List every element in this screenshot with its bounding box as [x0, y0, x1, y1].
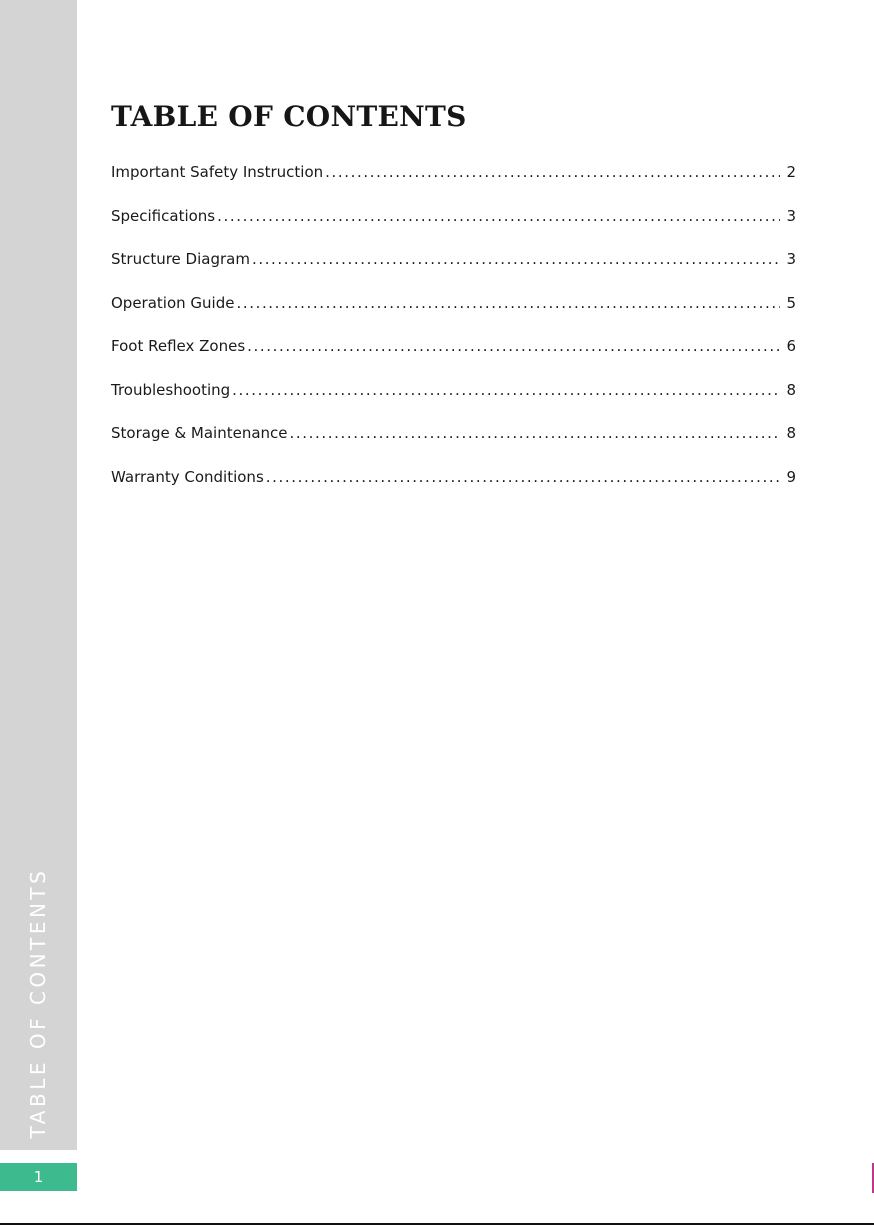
toc-entry-label: Foot Reflex Zones — [111, 337, 246, 355]
toc-page-number: 3 — [786, 250, 796, 268]
toc-dot-leader — [247, 337, 780, 355]
toc-page-number: 8 — [786, 424, 796, 442]
toc-entry-structure-diagram[interactable] — [111, 250, 796, 294]
toc-entry-troubleshooting[interactable] — [111, 381, 796, 425]
toc-entry-label: Operation Guide — [111, 293, 235, 312]
toc-dot-leader — [290, 424, 780, 442]
toc-page-number: 9 — [786, 467, 796, 486]
toc-dot-leader — [325, 163, 780, 181]
toc-dot-leader — [252, 250, 780, 268]
sidebar-band — [0, 0, 77, 1150]
toc-page-number: 2 — [786, 163, 796, 181]
toc-page-number: 5 — [786, 293, 796, 312]
page-title: TABLE OF CONTENTS — [111, 100, 467, 133]
toc-entry-label: Structure Diagram — [111, 250, 250, 268]
toc-page-number: 8 — [786, 380, 796, 399]
toc-dot-leader — [232, 381, 780, 399]
toc-entry-label: Warranty Conditions — [111, 467, 264, 486]
toc-entry-warranty-conditions[interactable] — [111, 468, 796, 512]
toc-entry-operation-guide[interactable] — [111, 294, 796, 338]
toc-page-number: 3 — [786, 206, 796, 225]
toc-entry-storage-maintenance[interactable] — [111, 424, 796, 468]
toc-entry-label: Troubleshooting — [111, 380, 231, 399]
toc-entry-specifications[interactable] — [111, 207, 796, 251]
table-of-contents — [111, 163, 796, 511]
page-number-badge: 1 — [0, 1163, 77, 1191]
toc-entry-label: Important Safety Instruction — [111, 163, 324, 181]
bottom-rule — [0, 1223, 874, 1225]
toc-entry-safety[interactable] — [111, 163, 796, 207]
toc-entry-label: Specifications — [111, 206, 216, 225]
toc-page-number: 6 — [786, 337, 796, 355]
toc-entry-label: Storage & Maintenance — [111, 424, 288, 442]
sidebar-section-label: TABLE OF CONTENTS — [26, 867, 50, 1139]
toc-dot-leader — [236, 294, 780, 312]
toc-entry-foot-reflex-zones[interactable] — [111, 337, 796, 381]
toc-dot-leader — [266, 468, 780, 486]
toc-dot-leader — [217, 207, 780, 225]
